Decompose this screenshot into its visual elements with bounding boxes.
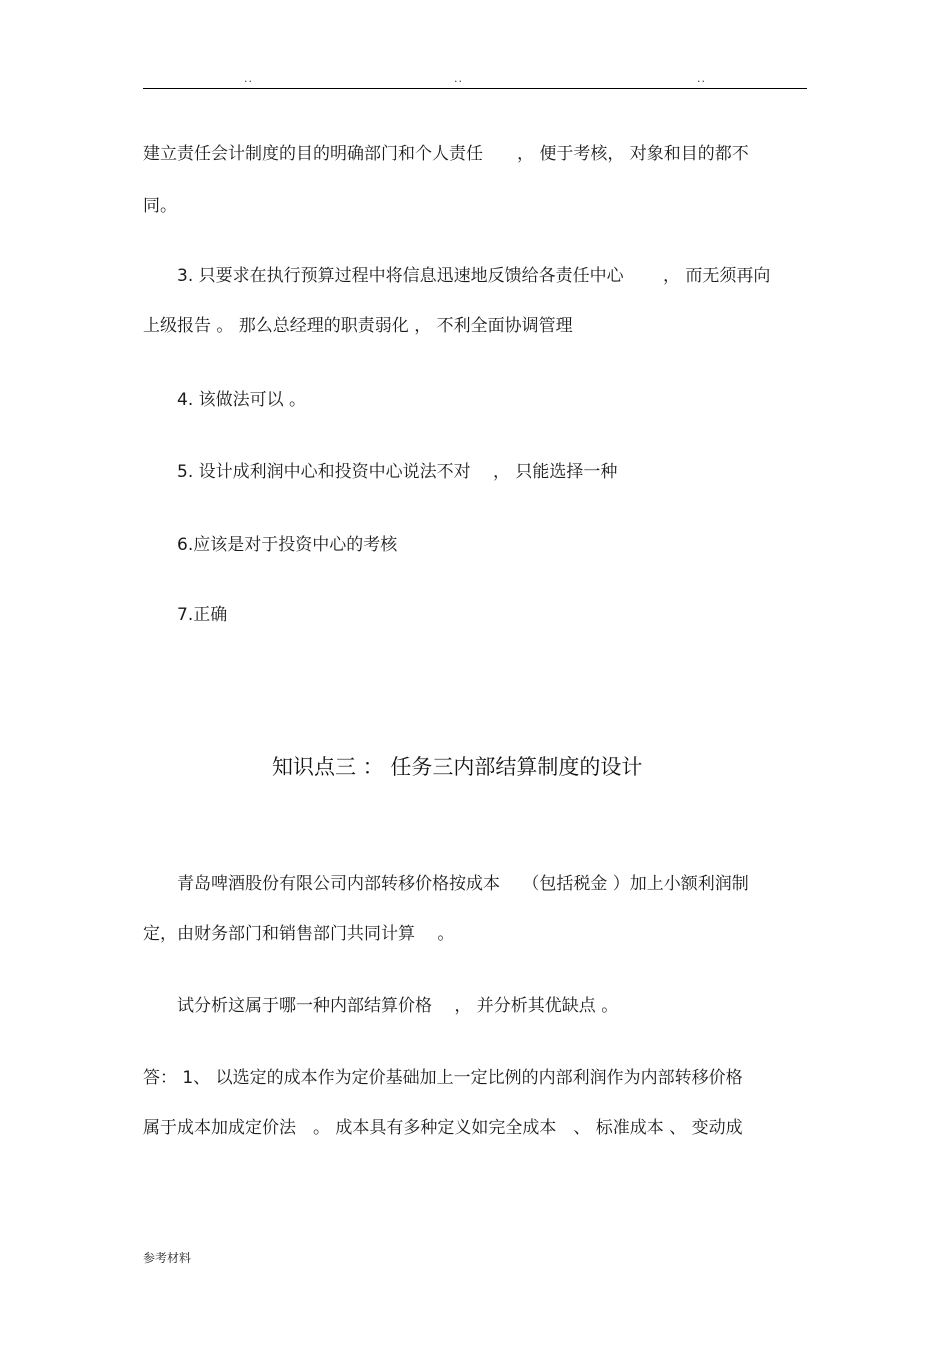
header-rule bbox=[143, 88, 807, 89]
body-line-13: 属于成本加成定价法 。 成本具有多种定义如完全成本 、 标准成本 、 变动成 bbox=[143, 1118, 743, 1138]
body-line-12: 答： 1、 以选定的成本作为定价基础加上一定比例的内部利润作为内部转移价格 bbox=[143, 1068, 743, 1088]
body-line-8: 7.正确 bbox=[177, 605, 228, 625]
body-line-11: 试分析这属于哪一种内部结算价格 ， 并分析其优缺点 。 bbox=[177, 996, 619, 1016]
header-mark-3: .. bbox=[697, 72, 706, 85]
footer-label: 参考材料 bbox=[143, 1251, 192, 1265]
body-line-3: 3. 只要求在执行预算过程中将信息迅速地反馈给各责任中心 ， 而无须再向 bbox=[177, 266, 771, 286]
body-line-2: 同。 bbox=[143, 196, 177, 216]
body-line-10: 定，由财务部门和销售部门共同计算 。 bbox=[143, 924, 455, 944]
body-line-7: 6.应该是对于投资中心的考核 bbox=[177, 535, 398, 555]
header-mark-1: .. bbox=[244, 72, 253, 85]
body-line-1: 建立责任会计制度的目的明确部门和个人责任 ， 便于考核， 对象和目的都不 bbox=[143, 144, 749, 164]
header-mark-2: .. bbox=[454, 72, 463, 85]
body-line-9: 青岛啤酒股份有限公司内部转移价格按成本 （包括税金 ）加上小额利润制 bbox=[177, 874, 749, 894]
body-line-5: 4. 该做法可以 。 bbox=[177, 390, 307, 410]
body-line-6: 5. 设计成利润中心和投资中心说法不对 ， 只能选择一种 bbox=[177, 462, 618, 482]
section-heading: 知识点三 ： 任务三内部结算制度的设计 bbox=[272, 755, 643, 779]
body-line-4: 上级报告 。 那么总经理的职责弱化 ， 不利全面协调管理 bbox=[143, 316, 573, 336]
